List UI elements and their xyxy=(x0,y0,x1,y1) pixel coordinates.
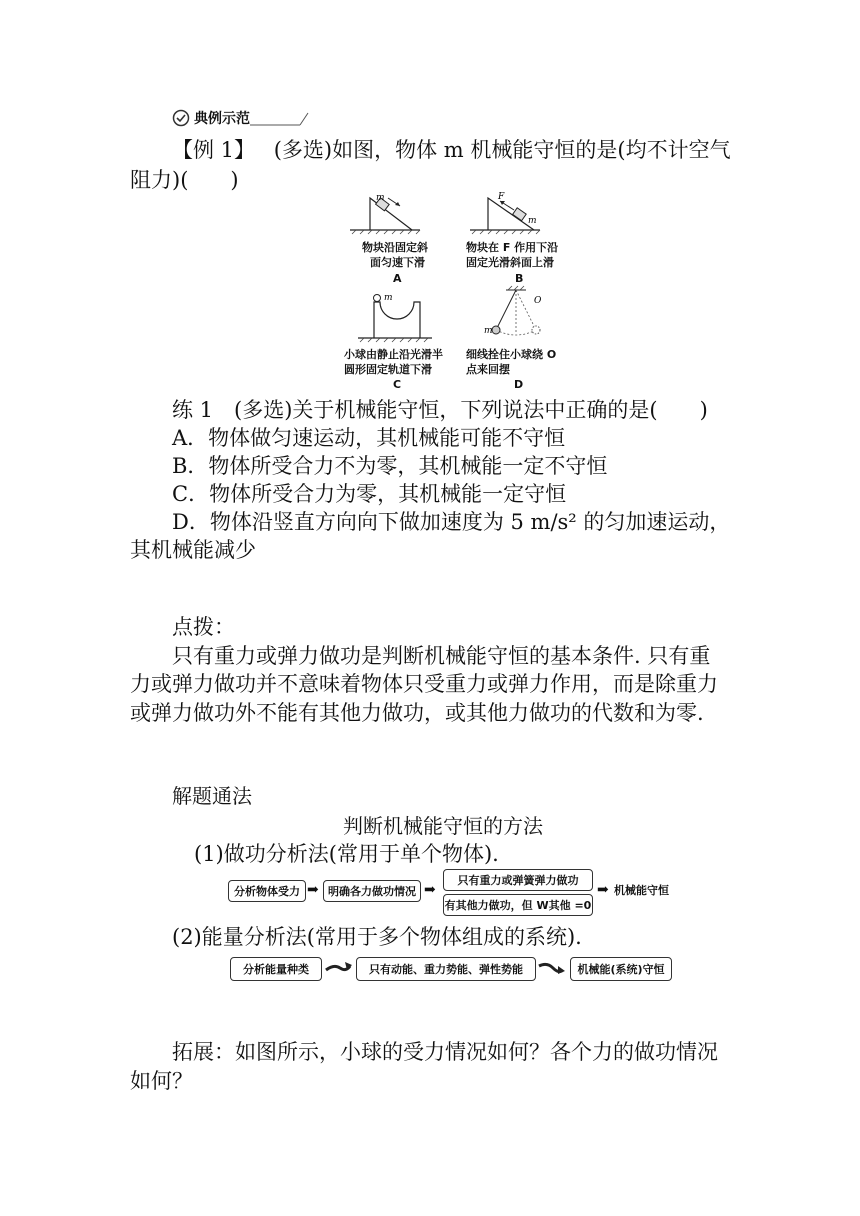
extension-line-2: 如何？ xyxy=(130,1069,193,1093)
example-1-tag: 【例 1】 xyxy=(172,138,256,162)
practice-1-option-d: D．物体沿竖直方向向下做加速度为 5 m/s² 的匀加速运动， xyxy=(172,510,731,534)
figure-b-caption2: 固定光滑斜面上滑 xyxy=(466,256,554,269)
figure-b-force-label: F xyxy=(498,192,505,202)
example-1-question: (多选)如图，物体 m 机械能守恒的是(均不计空气 xyxy=(273,138,731,162)
flow-box-kinetic-potential: 只有动能、重力势能、弹性势能 xyxy=(356,957,536,981)
figure-b-caption1: 物块在 F 作用下沿 xyxy=(466,241,559,254)
hint-title: 点拨： xyxy=(172,615,235,639)
figure-a xyxy=(350,193,420,234)
figure-d-label: D xyxy=(514,378,524,391)
figure-d-pivot-label: O xyxy=(534,296,542,306)
figure-a-caption1: 物块沿固定斜 xyxy=(362,241,428,254)
example-1-line2: 阻力)( ) xyxy=(130,168,239,192)
method-title: 判断机械能守恒的方法 xyxy=(343,814,543,838)
practice-1-option-c: C．物体所受合力为零，其机械能一定守恒 xyxy=(172,482,567,506)
practice-1-option-a: A．物体做匀速运动，其机械能可能不守恒 xyxy=(172,426,566,450)
flow-box-energy-types: 分析能量种类 xyxy=(230,957,322,981)
flow-arrow-3-icon: ➡ xyxy=(597,882,609,898)
figure-d-caption1: 细线拴住小球绕 O xyxy=(466,348,557,361)
figure-b-mass-label: m xyxy=(528,216,537,226)
figure-a-mass-label: m xyxy=(376,193,385,203)
flow-box-other-forces-zero: 有其他力做功，但 W其他 =0 xyxy=(443,894,593,916)
method-2-title: (2)能量分析法(常用于多个物体组成的系统). xyxy=(172,925,582,949)
figure-b xyxy=(470,192,540,234)
example-1-line1 xyxy=(172,136,731,164)
section-badge xyxy=(172,108,310,128)
flow-arrow-2-icon: ➡ xyxy=(424,882,436,898)
flow-curved-arrow-2-icon xyxy=(537,960,567,976)
check-circle-icon xyxy=(172,109,190,127)
hint-line-2: 力或弹力做功并不意味着物体只受重力或弹力作用，而是除重力 xyxy=(130,672,718,696)
flow-box-analyze-force: 分析物体受力 xyxy=(228,880,306,902)
figure-a-caption2: 面匀速下滑 xyxy=(370,256,425,269)
hint-line-1: 只有重力或弹力做功是判断机械能守恒的基本条件. 只有重 xyxy=(172,644,711,668)
figure-d xyxy=(484,286,542,336)
method-section-heading: 解题通法 xyxy=(172,784,252,808)
flow-result-conserved: 机械能守恒 xyxy=(614,884,669,897)
figure-c-mass-label: m xyxy=(384,293,393,303)
flow-box-work-situation: 明确各力做功情况 xyxy=(323,880,421,902)
figure-b-label: B xyxy=(515,272,524,285)
hint-line-3: 或弹力做功外不能有其他力做功，或其他力做功的代数和为零. xyxy=(130,701,704,725)
method-1-title: (1)做功分析法(常用于单个物体). xyxy=(194,842,499,866)
figure-d-caption2: 点来回摆 xyxy=(466,363,510,376)
flow-curved-arrow-1-icon xyxy=(324,960,354,976)
flow-box-only-gravity-spring: 只有重力或弹簧弹力做功 xyxy=(443,869,593,891)
figure-c-caption2: 圆形固定轨道下滑 xyxy=(344,363,432,376)
figure-c-label: C xyxy=(393,378,402,391)
practice-1-option-b: B．物体所受合力不为零，其机械能一定不守恒 xyxy=(172,454,608,478)
extension-line-1: 拓展：如图所示，小球的受力情况如何？各个力的做功情况 xyxy=(172,1040,718,1064)
practice-1-stem: 练 1 (多选)关于机械能守恒，下列说法中正确的是( ) xyxy=(172,398,708,422)
badge-slash-decoration xyxy=(250,108,310,128)
figure-c-caption1: 小球由静止沿光滑半 xyxy=(344,348,443,361)
badge-label: 典例示范 xyxy=(194,111,250,127)
figure-a-label: A xyxy=(393,272,402,285)
figure-d-mass-label: m xyxy=(484,326,493,336)
figure-c xyxy=(358,293,432,342)
flow-box-system-conserved: 机械能(系统)守恒 xyxy=(570,957,672,981)
flow-arrow-1-icon: ➡ xyxy=(307,882,319,898)
practice-1-option-d-cont: 其机械能减少 xyxy=(130,538,256,562)
